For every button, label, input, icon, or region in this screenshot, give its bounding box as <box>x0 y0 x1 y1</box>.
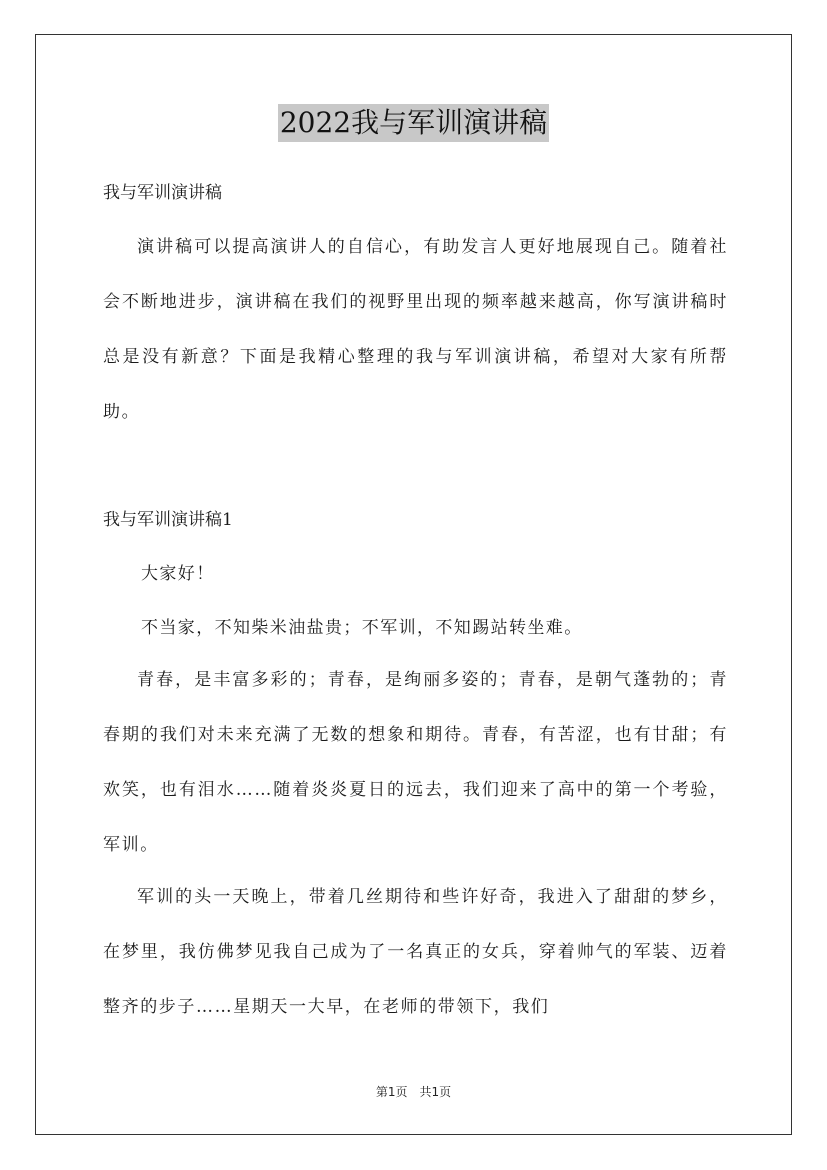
dream-paragraph: 军训的头一天晚上，带着几丝期待和些许好奇，我进入了甜甜的梦乡，在梦里，我仿佛梦见我自己成为了一名真正的女兵，穿着帅气的军装、迈着整齐的步子……星期天一大早，在老师的带领下，我们 <box>103 887 728 1017</box>
section-heading-intro: 我与军训演讲稿 <box>103 183 222 203</box>
greeting-line: 大家好！ <box>141 564 215 584</box>
title-container <box>0 104 827 142</box>
intro-paragraph: 演讲稿可以提高演讲人的自信心，有助发言人更好地展现自己。随着社会不断地进步，演讲稿在我们的视野里出现的频率越来越高，你写演讲稿时总是没有新意？下面是我精心整理的我与军训演讲稿，希望对大家有所帮助。 <box>103 237 728 422</box>
document-title: 2022我与军训演讲稿 <box>278 104 549 142</box>
section-heading-speech-1: 我与军训演讲稿1 <box>103 510 233 530</box>
page-footer: 第1页 共1页 <box>375 1085 452 1099</box>
youth-paragraph: 青春，是丰富多彩的；青春，是绚丽多姿的；青春，是朝气蓬勃的；青春期的我们对未来充满了无数的想象和期待。青春，有苦涩，也有甘甜；有欢笑，也有泪水……随着炎炎夏日的远去，我们迎来了高中的第一个考验，军训。 <box>103 670 728 855</box>
proverb-line: 不当家，不知柴米油盐贵；不军训，不知踢站转坐难。 <box>141 618 583 638</box>
